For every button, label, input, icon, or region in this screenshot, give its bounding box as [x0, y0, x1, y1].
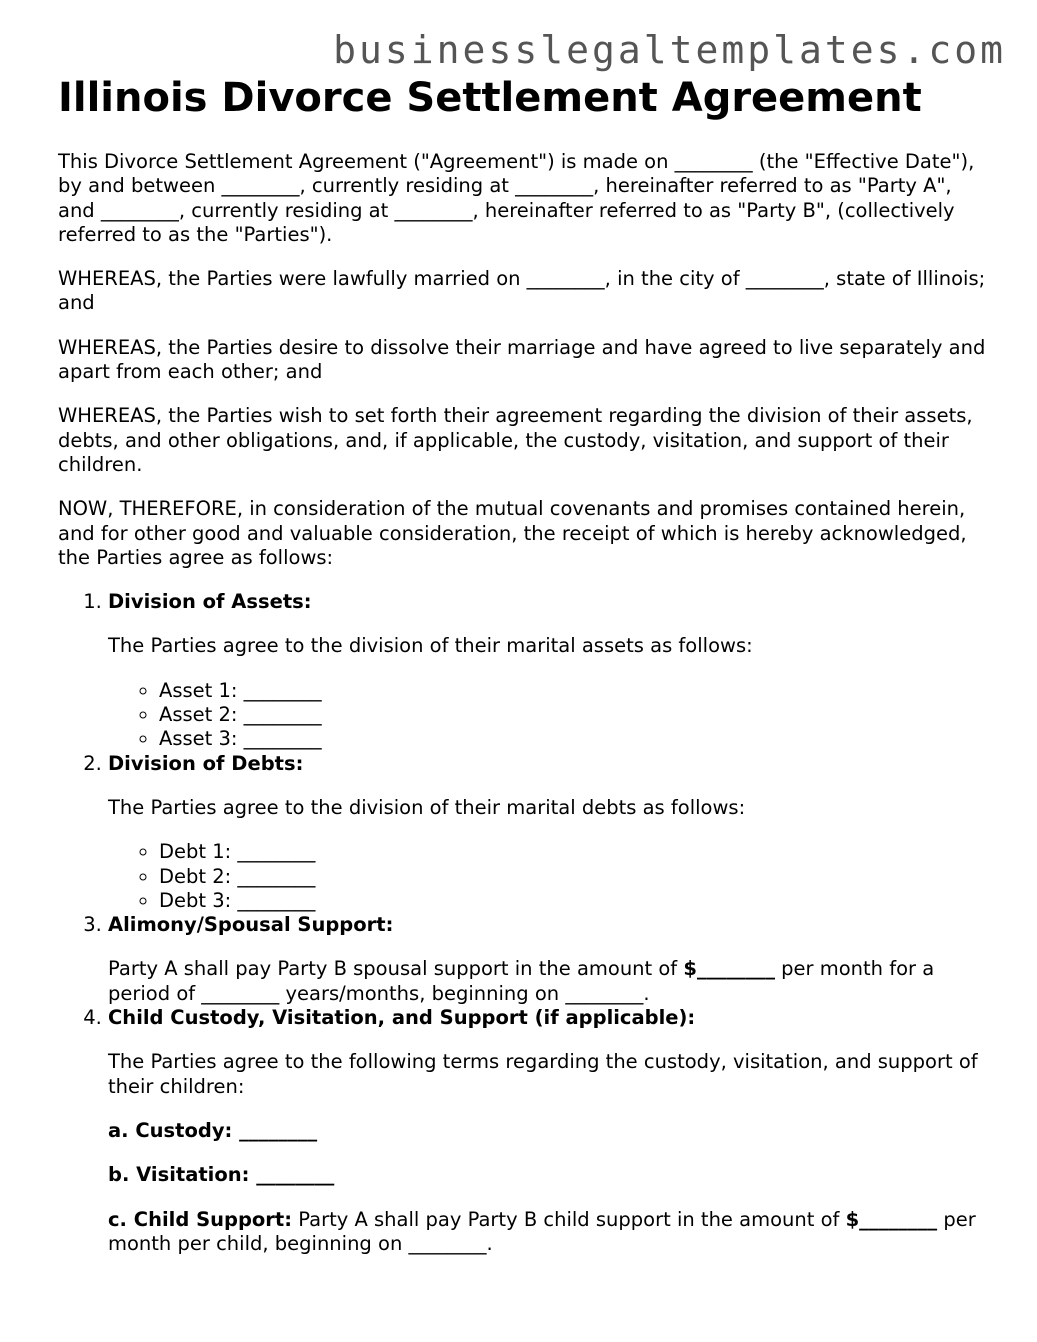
section-debts-desc: The Parties agree to the division of their marital debts as follows: — [108, 795, 746, 819]
child-support-text-before: Party A shall pay Party B child support in the amount of — [292, 1207, 846, 1231]
document-page — [58, 74, 988, 1256]
child-support-text-after: per month per child, beginning on ________. — [108, 1207, 976, 1255]
recital-therefore: NOW, THEREFORE, in consideration of the mutual covenants and promises contained herein, and for other good and valuable consideration, the receipt of which is hereby acknowledged, the Parties agree as follows: — [58, 497, 967, 569]
section-alimony — [108, 913, 988, 1006]
list-item: ◦ Debt 1: ________ — [159, 840, 988, 864]
recital-marriage: WHEREAS, the Parties were lawfully married on ________, in the city of ________, state of Illinois; and — [58, 267, 986, 315]
section-assets-desc: The Parties agree to the division of their marital assets as follows: — [108, 634, 753, 658]
section-debts — [108, 752, 988, 913]
intro-paragraph: This Divorce Settlement Agreement ("Agreement") is made on ________ (the "Effective Date"), by and between ________, currently residing at ________, hereinafter referred to as "Party A", and ________, currently residing at ________, hereinafter referred to as "Party B", (collectively referred to as the "Parties"). — [58, 150, 975, 246]
list-item: ◦ Debt 3: ________ — [159, 889, 988, 913]
section-alimony-text — [108, 957, 988, 1006]
section-custody-desc: The Parties agree to the following terms regarding the custody, visitation, and support of their children: — [108, 1050, 978, 1098]
section-custody-title: Child Custody, Visitation, and Support (if applicable): — [108, 1006, 696, 1030]
debts-list — [108, 840, 988, 913]
section-debts-title: Division of Debts: — [108, 751, 304, 775]
list-item: ◦ Asset 1: ________ — [159, 679, 988, 703]
section-assets — [108, 590, 988, 751]
section-alimony-title: Alimony/Spousal Support: — [108, 913, 394, 937]
recital-dissolve: WHEREAS, the Parties desire to dissolve their marriage and have agreed to live separately and apart from each other; and — [58, 335, 986, 384]
assets-list — [108, 679, 988, 752]
alimony-text-after: per month for a period of ________ years/months, beginning on ________. — [108, 957, 935, 1005]
watermark: businesslegaltemplates.com — [333, 28, 1006, 72]
document-title: Illinois Divorce Settlement Agreement — [58, 75, 922, 121]
recital-agreement: WHEREAS, the Parties wish to set forth their agreement regarding the division of their assets, debts, and other obligations, and, if applicable, the custody, visitation, and support of their children. — [58, 404, 973, 476]
alimony-amount: $________ — [683, 957, 775, 981]
sections-list — [58, 590, 988, 1256]
list-item: ◦ Debt 2: ________ — [159, 865, 988, 889]
alimony-text-before: Party A shall pay Party B spousal support in the amount of — [108, 957, 684, 981]
child-support-line — [108, 1208, 988, 1257]
child-support-amount: $________ — [845, 1207, 938, 1231]
visitation-line: b. Visitation: ________ — [108, 1163, 335, 1187]
custody-line: a. Custody: ________ — [108, 1118, 318, 1142]
section-custody — [108, 1006, 988, 1256]
list-item: ◦ Asset 2: ________ — [159, 703, 988, 727]
child-support-label: c. Child Support: — [108, 1207, 293, 1231]
list-item: ◦ Asset 3: ________ — [159, 727, 988, 751]
section-assets-title: Division of Assets: — [108, 590, 312, 614]
